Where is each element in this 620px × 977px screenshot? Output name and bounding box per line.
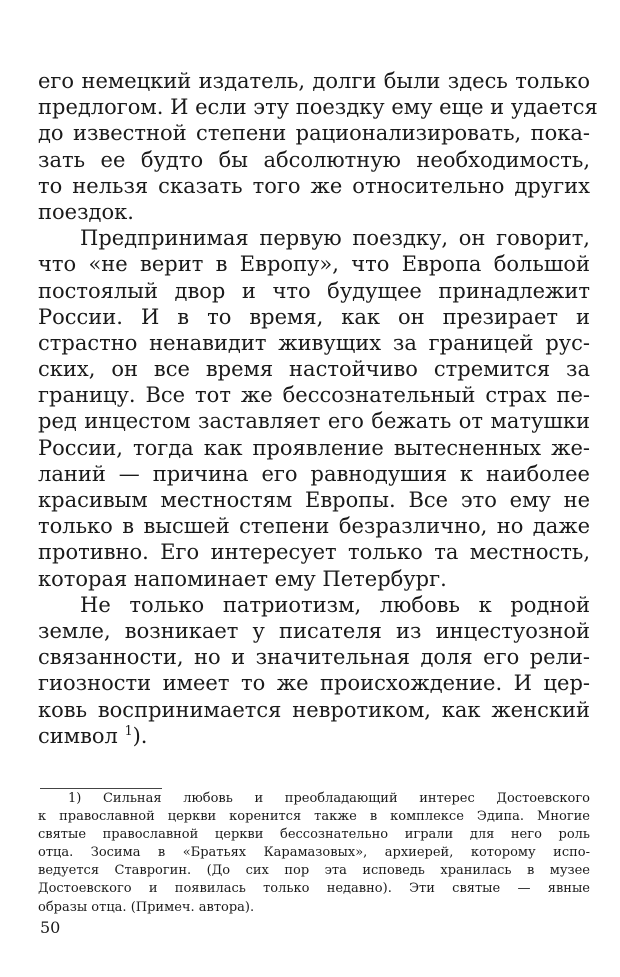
- body-line: земле, возникает у писателя из инцестуозной: [38, 618, 590, 643]
- footnote-reference: 1: [124, 722, 133, 738]
- footnote-line: отца. Зосима в «Братьях Карамазовых», архиерей, которому испо-: [38, 845, 590, 861]
- body-line: связанности, но и значительная доля его рели-: [38, 645, 590, 670]
- body-line: его немецкий издатель, долги были здесь только: [38, 69, 590, 93]
- body-line: России, тогда как проявление вытесненных же-: [38, 435, 590, 460]
- body-line: Предпринимая первую поездку, он говорит,: [80, 226, 590, 251]
- footnote: [38, 790, 590, 917]
- footnote-line: святые православной церкви бессознательно играли для него роль: [38, 827, 590, 843]
- body-line: Не только патриотизм, любовь к родной: [80, 592, 590, 617]
- footnote-line: 1) Сильная любовь и преобладающий интерес Достоевского: [68, 791, 590, 806]
- body-line: что «не верит в Европу», что Европа большой: [38, 252, 590, 277]
- footnote-divider: [40, 788, 162, 789]
- body-line: ланий — причина его равнодушия к наиболее: [38, 461, 590, 486]
- body-line: противно. Его интересует только та местность,: [38, 540, 590, 565]
- body-line: России. И в то время, как он презирает и: [38, 304, 590, 329]
- body-line: зать ее будто бы абсолютную необходимость,: [38, 147, 590, 172]
- footnote-line: ведуется Ставрогин. (До сих пор эта исповедь хранилась в музее: [38, 863, 590, 879]
- body-line: ред инцестом заставляет его бежать от матушки: [38, 409, 590, 434]
- body-line-suffix: ).: [132, 723, 148, 748]
- body-text: [38, 68, 598, 749]
- footnote-line: к православной церкви коренится также в комплексе Эдипа. Многие: [38, 809, 590, 825]
- body-line: только в высшей степени безразлично, но даже: [38, 514, 590, 539]
- body-line: ских, он все время настойчиво стремится за: [38, 357, 590, 382]
- body-line: поездок.: [38, 199, 134, 224]
- body-line: границу. Все тот же бессознательный страх пе-: [38, 383, 590, 408]
- body-line-last: [38, 723, 590, 749]
- body-line: красивым местностям Европы. Все это ему не: [38, 488, 590, 512]
- footnote-line: образы отца. (Примеч. автора).: [38, 899, 255, 915]
- body-line: то нельзя сказать того же относительно других: [38, 173, 590, 198]
- page-number: 50: [40, 918, 61, 937]
- body-line: до известной степени рационализировать, пока-: [38, 121, 590, 146]
- body-line-text: символ: [38, 723, 118, 748]
- body-line: предлогом. И если эту поездку ему еще и удается: [38, 95, 598, 120]
- footnote-line: Достоевского и появилась только недавно). Эти святые — явные: [38, 881, 590, 897]
- body-line: которая напоминает ему Петербург.: [38, 566, 447, 591]
- body-line: постоялый двор и что будущее принадлежит: [38, 278, 590, 303]
- body-line: ковь воспринимается невротиком, как женский: [38, 697, 590, 722]
- body-line: гиозности имеет то же происхождение. И цер-: [38, 671, 590, 696]
- body-line: страстно ненавидит живущих за границей рус-: [38, 330, 590, 355]
